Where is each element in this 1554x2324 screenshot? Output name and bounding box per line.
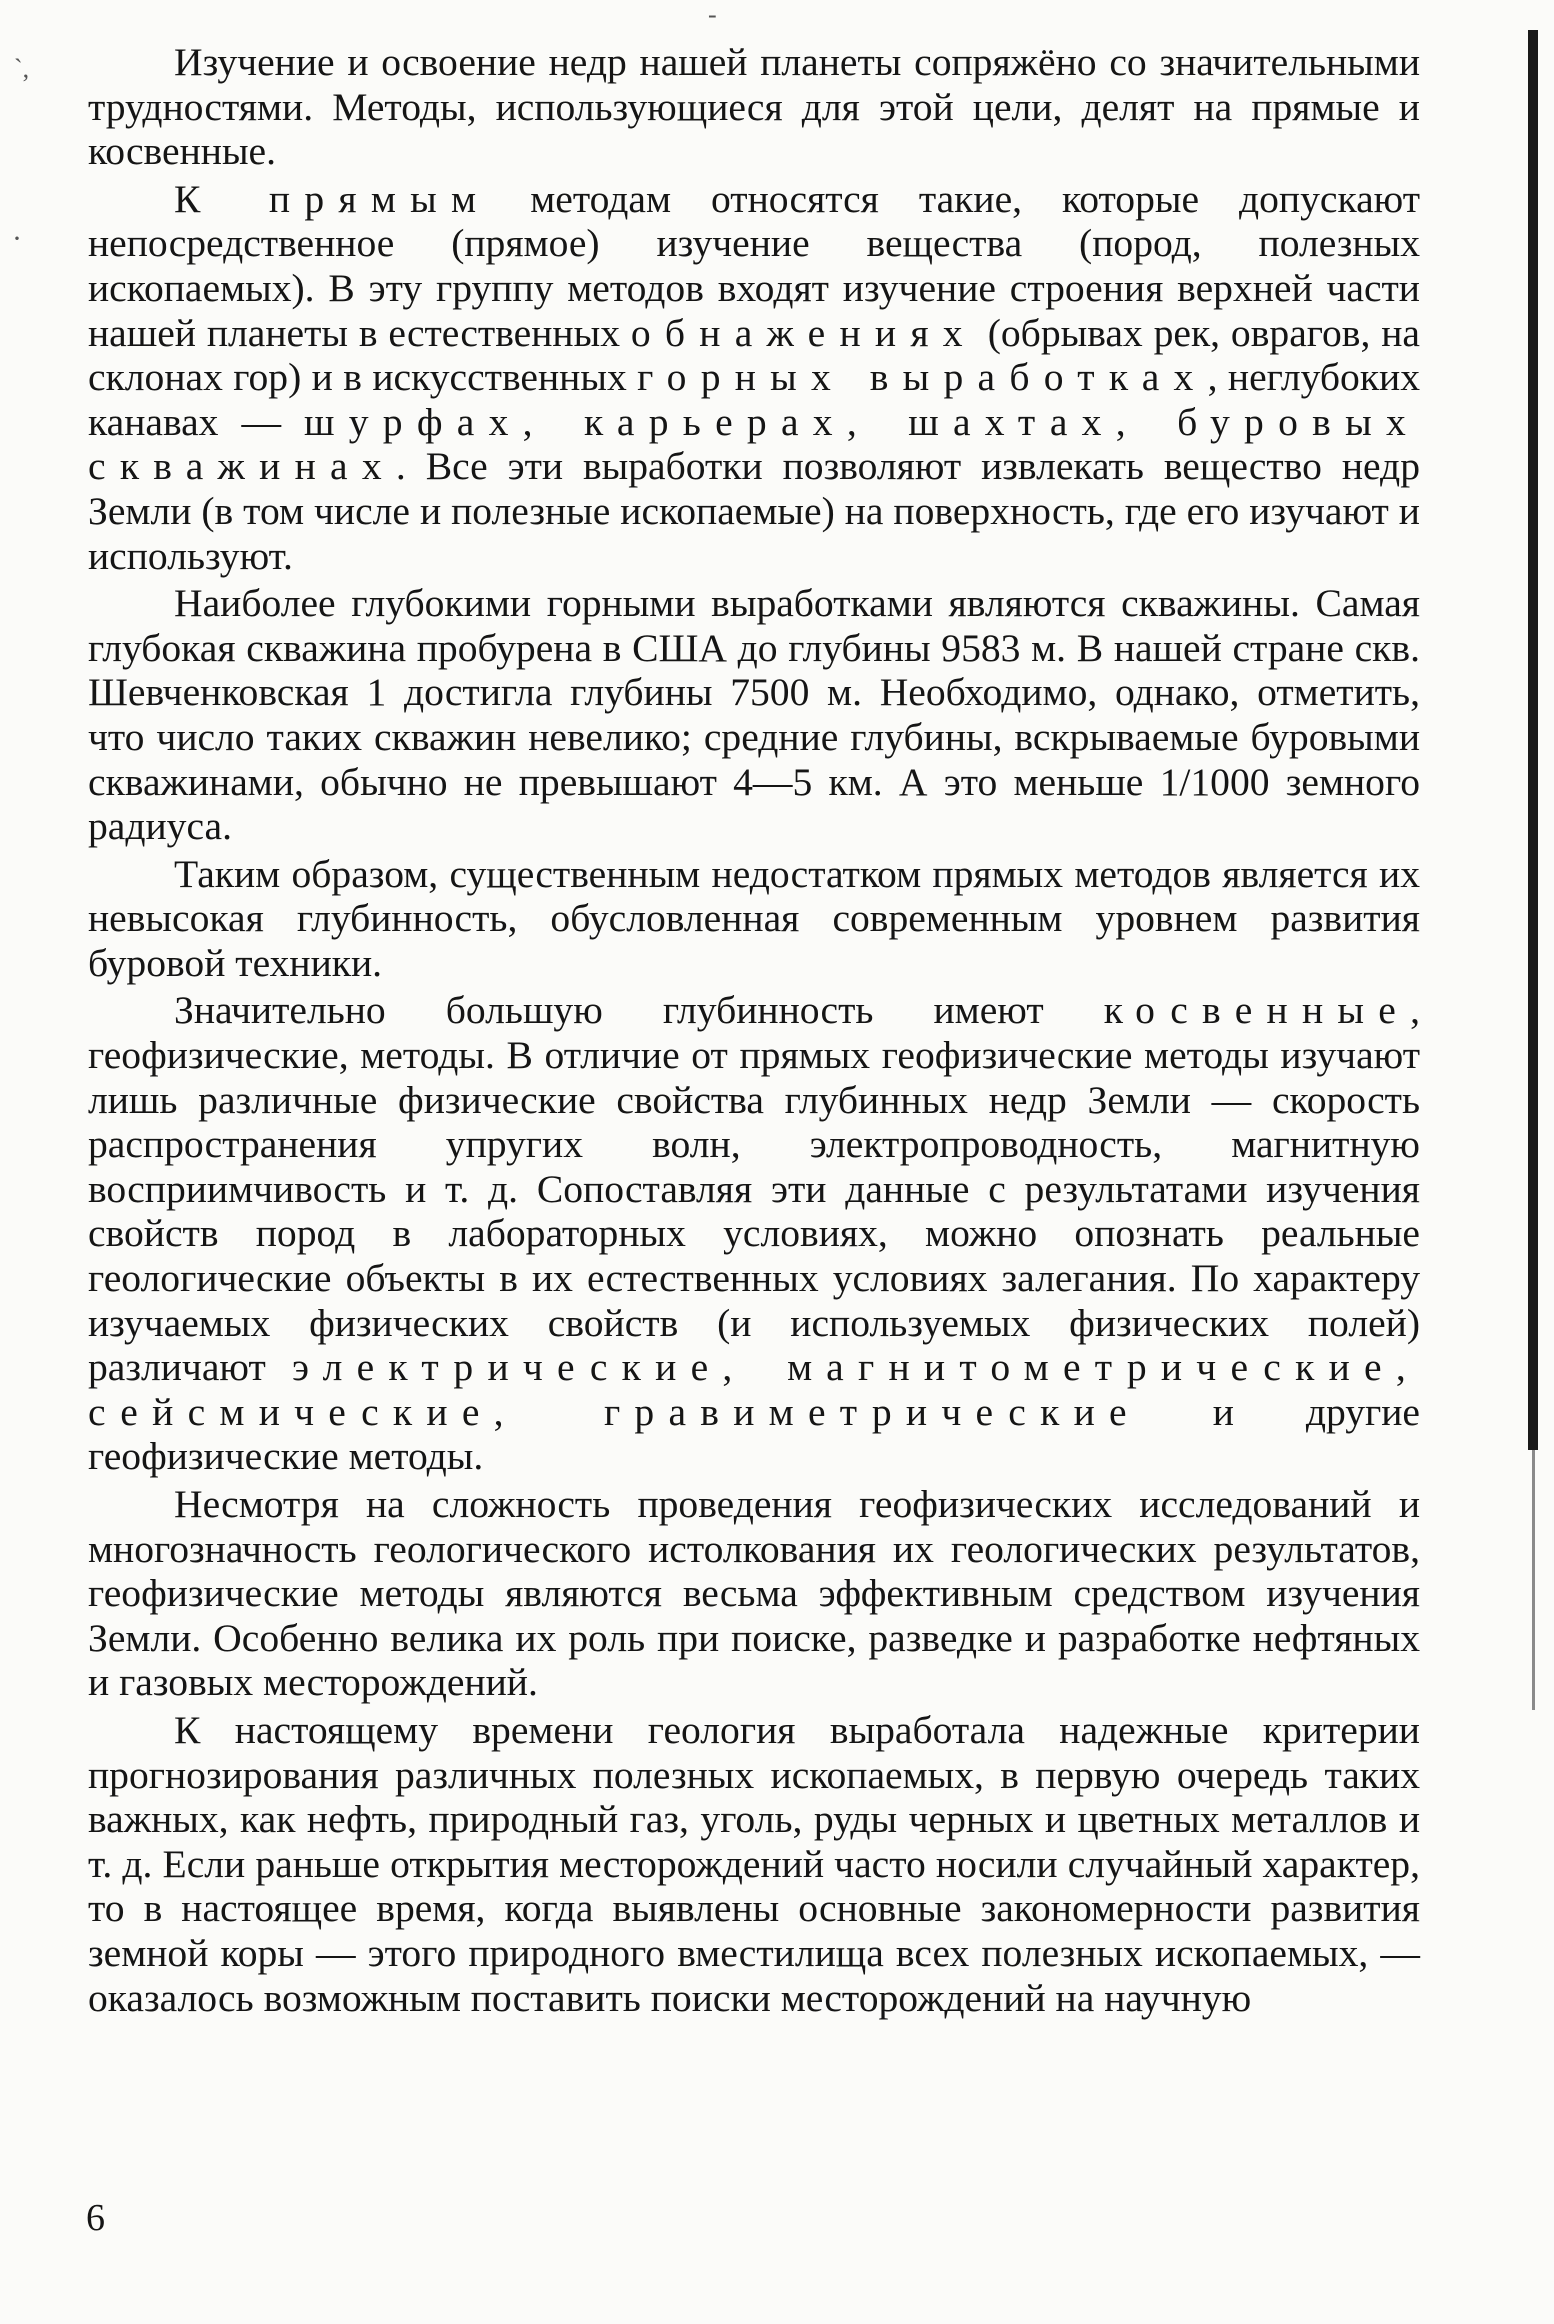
binding-edge-shadow-faint xyxy=(1532,1450,1535,1710)
paragraph-text: (обрывах рек, оврагов, на склонах гор) и в искусственных xyxy=(88,310,1420,400)
paragraph-text: методам относятся такие, которые допускают непосредственное (прямое) изучение вещества (пород, полезных ископаемых). В эту группу методов входят изучение строения верхней части нашей планеты в естественных xyxy=(88,176,1420,355)
paragraph-text: Таким образом, существенным недостатком прямых методов является их невысокая глубинность, обусловленная современным уровнем развития буровой техники. xyxy=(88,851,1420,985)
paragraph-text: Наиболее глубокими горными выработками являются скважины. Самая глубокая скважина пробурена в США до глубины 9583 м. В нашей стране скв. Шевченковская 1 достигла глубины 7500 м. Необходимо, однако, отметить, что число таких скважин невелико; средние глубины, вскрываемые буровыми скважинами, обычно не превышают 4—5 км. А это меньше 1/1000 земного радиуса. xyxy=(88,581,1420,849)
margin-mark-top: `, xyxy=(14,54,30,83)
paragraph xyxy=(88,1482,1420,1705)
binding-edge-shadow xyxy=(1528,30,1538,1450)
paragraph-text: Несмотря на сложность проведения геофизических исследований и многозначность геологического истолкования их геологических результатов, геофизические методы являются весьма эффективным средством изучения Земли. Особенно велика их роль при поиске, разведке и разработке нефтяных и газовых месторождений. xyxy=(88,1482,1420,1705)
spaced-emphasis-text: горных выработках xyxy=(637,355,1208,400)
paragraph-text: К настоящему времени геология выработала надежные критерии прогнозирования различных полезных ископаемых, в первую очередь таких важных, как нефть, природный газ, уголь, руды черных и цветных металлов и т. д. Если раньше открытия месторождений часто носили случайный характер, то в настоящее время, когда выявлены основные закономерности развития земной коры — этого природного вместилища всех полезных ископаемых, — оказалось возможным поставить поиски месторождений на научную xyxy=(88,1707,1420,2020)
paragraph xyxy=(88,852,1420,986)
paragraph xyxy=(88,1708,1420,2020)
paragraph-text: . Все эти выработки позволяют извлекать вещество недр Земли (в том числе и полезные ископаемые) на поверхность, где его изучают и используют. xyxy=(88,444,1420,578)
top-dash-mark: - xyxy=(708,0,717,29)
paragraph xyxy=(88,40,1420,174)
body-text xyxy=(88,40,1420,2023)
page-number: 6 xyxy=(86,2197,105,2239)
paragraph xyxy=(88,988,1420,1479)
spaced-emphasis-text: шурфах, карьерах, шахтах, буровых скважинах xyxy=(88,399,1420,489)
paragraph-text: Изучение и освоение недр нашей планеты сопряжёно со значительными трудностями. Методы, использующиеся для этой цели, делят на прямые и косвенные. xyxy=(88,40,1420,174)
paragraph-text: , геофизические, методы. В отличие от прямых геофизические методы изучают лишь различные физические свойства глубинных недр Земли — скорость распространения упругих волн, электропроводность, магнитную восприимчивость и т. д. Сопоставляя эти данные с результатами изучения свойств пород в лабораторных условиях, можно опознать реальные геологические объекты в их естественных условиях залегания. По характеру изучаемых физических свойств (и используемых физических полей) различают xyxy=(88,988,1420,1390)
spaced-emphasis-text: косвенные xyxy=(1103,988,1411,1033)
paragraph xyxy=(88,177,1420,578)
paragraph-text: , неглубоких канавах — xyxy=(88,355,1421,444)
margin-dot: · xyxy=(12,222,22,255)
paragraph-text: Значительно большую глубинность имеют xyxy=(174,988,1104,1033)
spaced-emphasis-text: К прямым xyxy=(174,176,491,221)
paragraph xyxy=(88,581,1420,849)
spaced-emphasis-text: обнажениях xyxy=(630,310,977,355)
spaced-emphasis-text: электрические, магнитометрические, сейсмические, гравиметрические xyxy=(88,1345,1420,1434)
paragraph-text: и другие геофизические методы. xyxy=(88,1389,1420,1479)
